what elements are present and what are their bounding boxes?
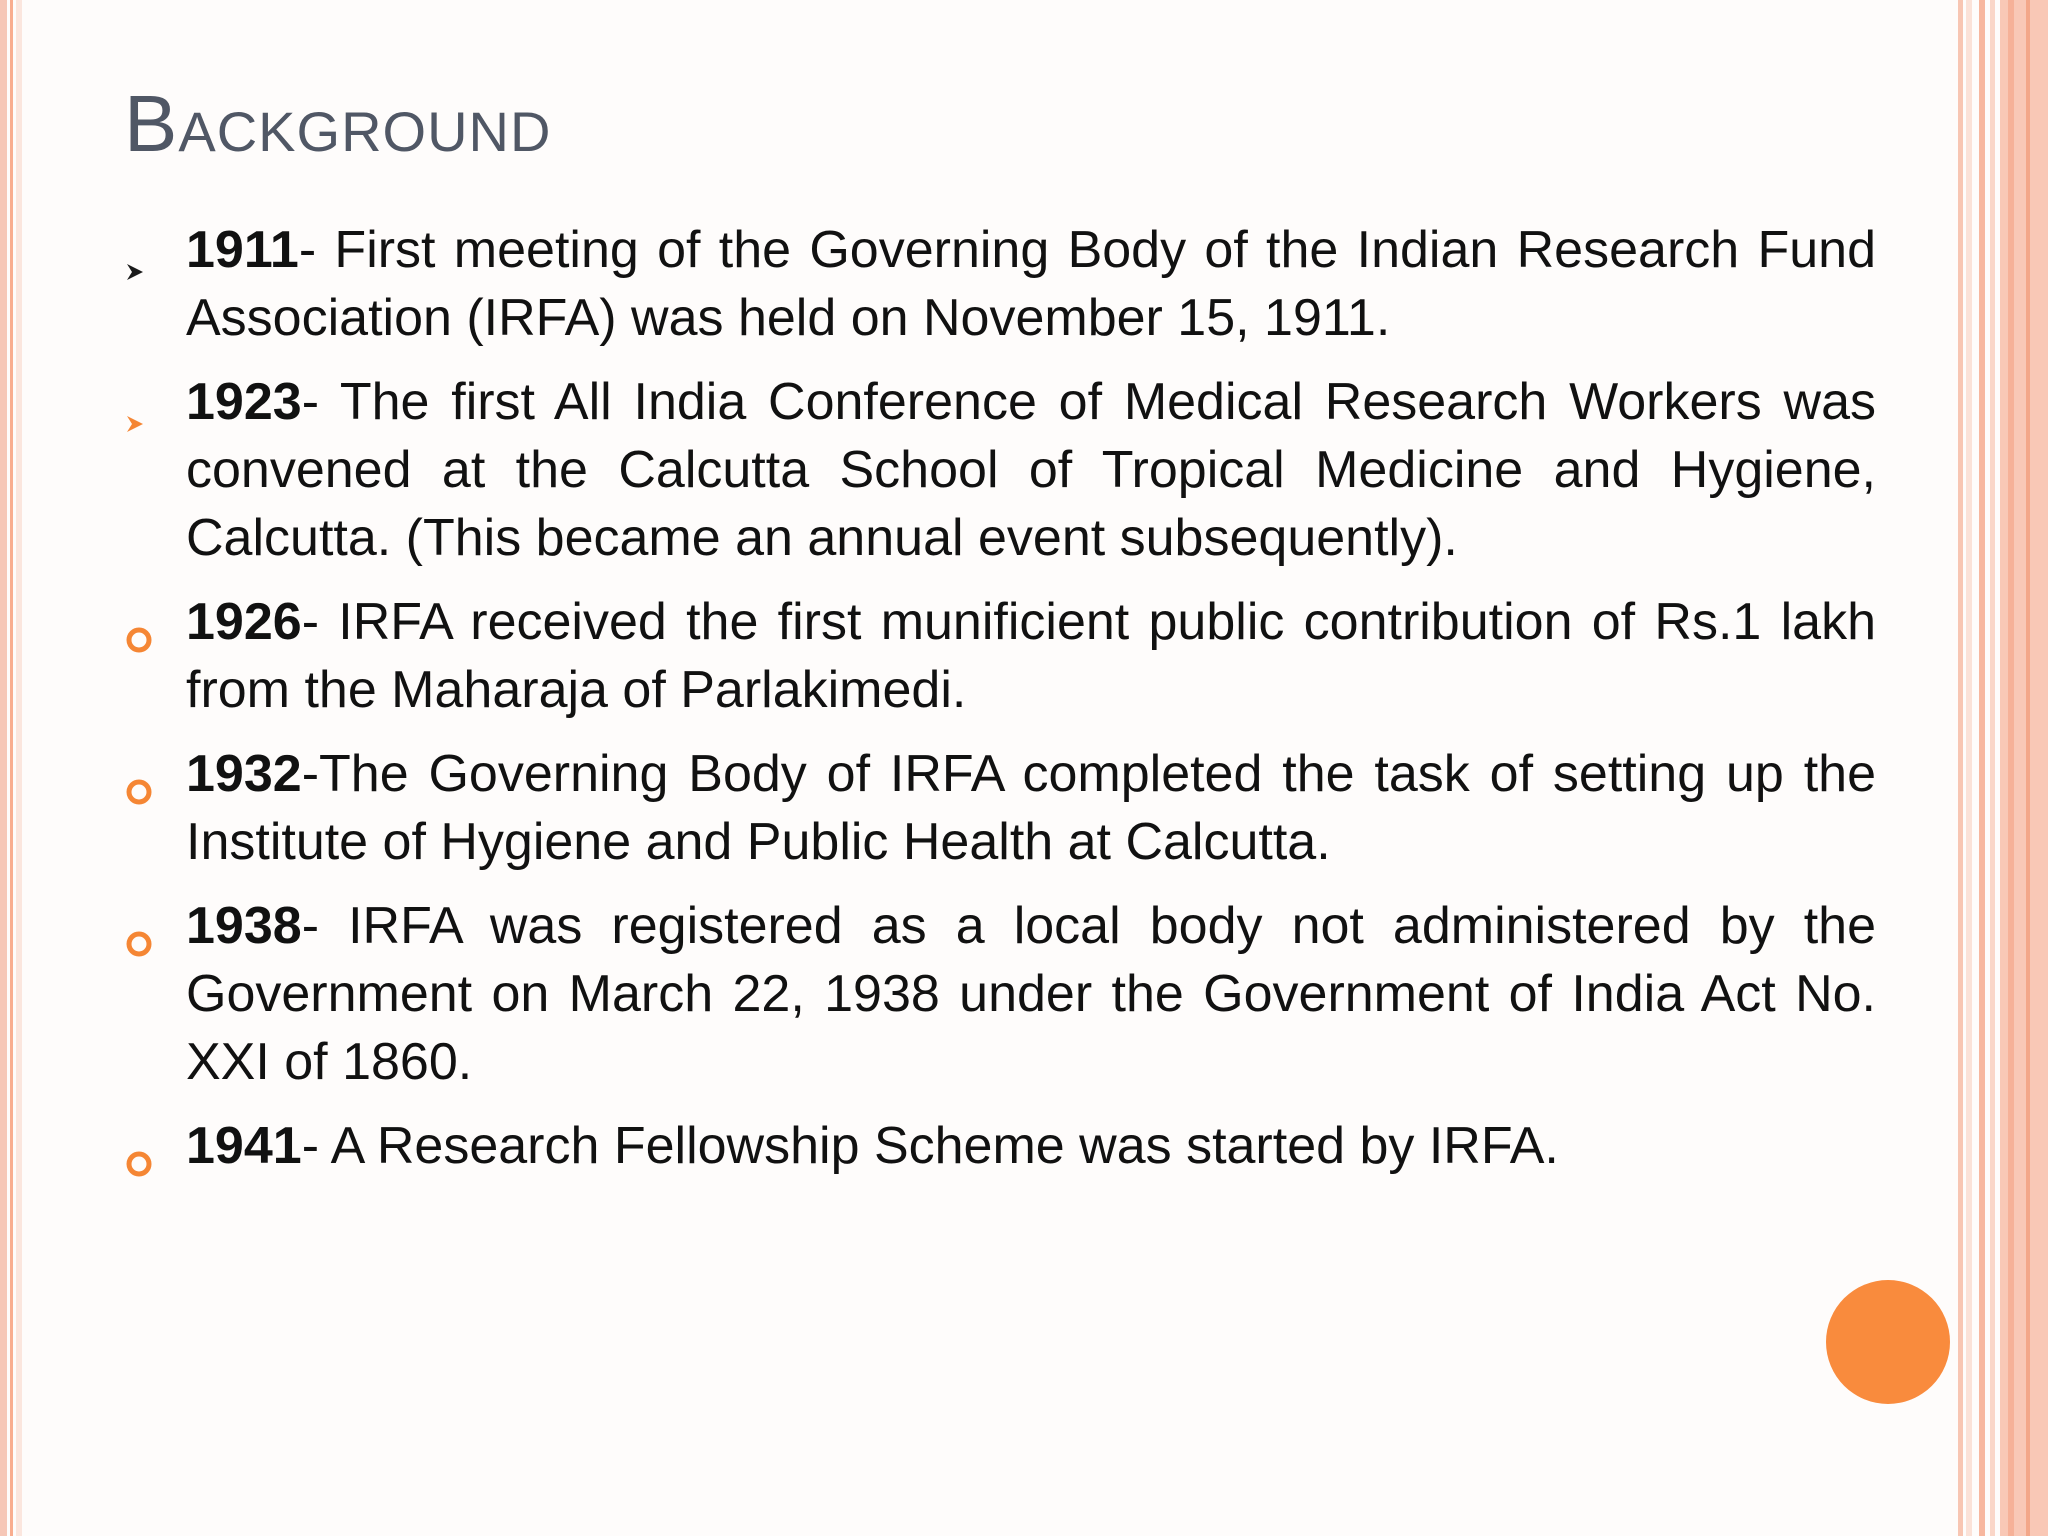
item-text: -The Governing Body of IRFA completed the task of setting up the Institute of Hygiene and Public Health at Calcutta. <box>186 745 1876 871</box>
right-border-stripe <box>2008 0 2014 1536</box>
item-text: - IRFA received the first munificient public contribution of Rs.1 lakh from the Maharaja of Parlakimedi. <box>186 593 1876 719</box>
list-item <box>120 588 1876 724</box>
left-border-stripe <box>16 0 22 1536</box>
item-text: - The first All India Conference of Medical Research Workers was convened at the Calcutta School of Tropical Medicine and Hygiene, Calcutta. (This became an annual event subsequently). <box>186 373 1876 567</box>
arrow-icon <box>124 384 146 452</box>
item-text: - First meeting of the Governing Body of the Indian Research Fund Association (IRFA) was held on November 15, 1911. <box>186 221 1876 347</box>
right-border-stripe <box>2026 0 2030 1536</box>
slide-title: Background <box>124 79 552 168</box>
right-border-stripe <box>1990 0 1995 1536</box>
item-year: 1911 <box>186 221 299 279</box>
list-item <box>120 740 1876 876</box>
right-border-stripe <box>1966 0 1972 1536</box>
list-item <box>120 892 1876 1096</box>
item-text: - A Research Fellowship Scheme was started by IRFA. <box>301 1117 1559 1175</box>
item-year: 1932 <box>186 745 302 803</box>
item-year: 1923 <box>186 373 302 431</box>
ring-icon <box>124 756 154 824</box>
bullet-list <box>120 216 1876 1196</box>
right-border-stripe <box>1979 0 1985 1536</box>
list-item <box>120 216 1876 352</box>
left-border-stripe <box>10 0 13 1536</box>
ring-icon <box>124 604 154 672</box>
list-item <box>120 368 1876 572</box>
item-year: 1938 <box>186 897 302 955</box>
left-border-stripe <box>0 0 7 1536</box>
decorative-circle-icon <box>1826 1280 1950 1404</box>
item-text: - IRFA was registered as a local body not administered by the Government on March 22, 1938 under the Government of India Act No. XXI of 1860. <box>186 897 1876 1091</box>
arrow-icon <box>124 232 146 300</box>
item-year: 1926 <box>186 593 302 651</box>
right-border-stripe <box>1958 0 1963 1536</box>
ring-icon <box>124 1128 154 1196</box>
item-year: 1941 <box>186 1117 302 1175</box>
list-item <box>120 1112 1876 1180</box>
ring-icon <box>124 908 154 976</box>
